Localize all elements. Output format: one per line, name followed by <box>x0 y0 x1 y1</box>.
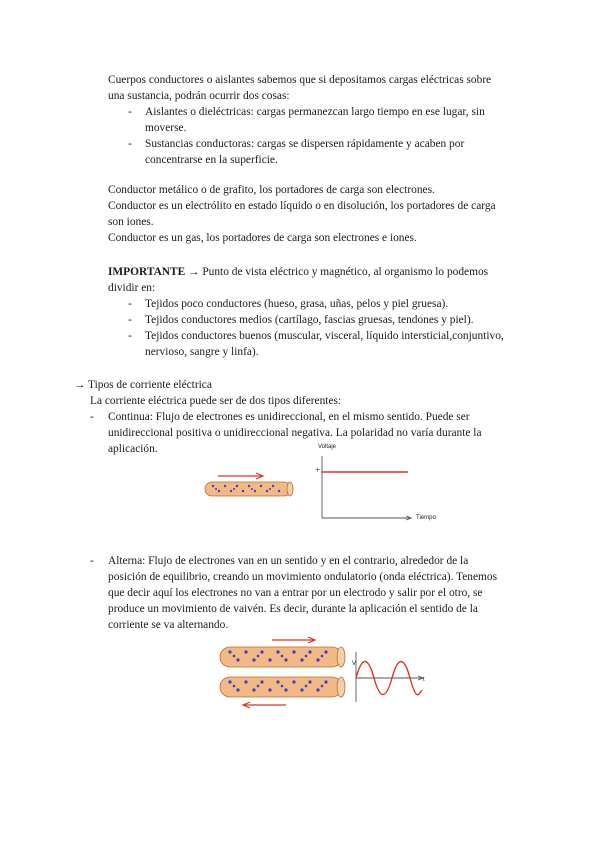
dc-conductor-tube <box>205 482 291 496</box>
dc-ylabel: Voltaje <box>318 444 337 450</box>
intro-bullet-2: Sustancias conductoras: cargas se dispersen rápidamente y acaben por <box>145 138 465 150</box>
bullet-dash: - <box>128 330 132 342</box>
dc-voltage-graph <box>310 446 450 524</box>
continua-line-2: unidireccional positiva o unidireccional negativa. La polaridad no varía durante la <box>108 427 482 439</box>
ac-ylabel: V <box>352 661 357 667</box>
important-line-2: dividir en: <box>108 282 156 294</box>
ac-voltage-graph <box>350 652 432 704</box>
intro-bullet-1: Aislantes o dieléctricas: cargas permanezcan largo tiempo en ese lugar, sin <box>145 106 485 118</box>
important-text: → Punto de vista eléctrico y magnético, al organismo lo podemos <box>185 266 489 278</box>
continua-line-3: aplicación. <box>108 443 158 455</box>
intro-line-2: una sustancia, podrán ocurrir dos cosas: <box>108 90 290 102</box>
tissue-bullet-2: Tejidos conductores medios (cartílago, fascias gruesas, tendones y piel). <box>145 314 474 326</box>
important-line <box>108 264 488 280</box>
alterna-line-1: Alterna: Flujo de electrones van en un sentido y en el contrario, alrededor de la <box>108 555 469 567</box>
ac-tube-bottom-end <box>337 677 345 697</box>
alterna-line-2: posición de equilibrio, creando un movimiento ondulatorio (onda eléctrica). Tenemos <box>108 571 498 583</box>
bullet-dash: - <box>128 106 132 118</box>
ac-conductor-tube-bottom <box>220 677 342 697</box>
tissue-bullet-3: Tejidos conductores buenos (muscular, visceral, líquido intersticial,conjuntivo, <box>145 330 504 342</box>
intro-line-1: Cuerpos conductores o aislantes sabemos que si depositamos cargas eléctricas sobre <box>108 74 492 86</box>
dc-conductor-figure <box>200 470 300 502</box>
carriers-line-4: Conductor es un gas, los portadores de carga son electrones e iones. <box>108 232 417 244</box>
carriers-line-3: son iones. <box>108 216 154 228</box>
carriers-line-2: Conductor es un electrólito en estado líquido o en disolución, los portadores de carga <box>108 200 496 212</box>
types-heading: → Tipos de corriente eléctrica <box>74 379 212 391</box>
bullet-dash: - <box>128 314 132 326</box>
tissue-bullet-3-cont: nervioso, sangre y linfa). <box>145 346 259 358</box>
ac-xlabel: t <box>423 677 425 683</box>
bullet-dash: - <box>128 138 132 150</box>
carriers-line-1: Conductor metálico o de grafito, los portadores de carga son electrones. <box>108 184 435 196</box>
ac-conductor-figure <box>212 633 348 711</box>
continua-line-1: Continua: Flujo de electrones es unidireccional, en el mismo sentido. Puede ser <box>108 411 470 423</box>
types-intro: La corriente eléctrica puede ser de dos tipos diferentes: <box>90 395 342 407</box>
alterna-line-3: que decir aquí los electrones no van a entrar por un electrodo y salir por el otro, se <box>108 587 483 599</box>
bullet-dash: - <box>90 555 94 567</box>
important-label: IMPORTANTE <box>108 266 186 278</box>
ac-tube-top-end <box>337 647 345 667</box>
ac-conductor-tube-top <box>220 647 342 667</box>
intro-bullet-1-cont: moverse. <box>145 122 187 134</box>
bullet-dash: - <box>90 411 94 423</box>
dc-tube-end <box>287 482 293 496</box>
tissue-bullet-1: Tejidos poco conductores (hueso, grasa, uñas, pelos y piel gruesa). <box>145 298 449 310</box>
alterna-line-4: produce un movimiento de vaivén. Es decir, durante la aplicación el sentido de la <box>108 603 478 615</box>
bullet-dash: - <box>128 298 132 310</box>
intro-bullet-2-cont: concentrarse en la superficie. <box>145 154 278 166</box>
dc-xlabel: Tiempo <box>416 515 436 521</box>
dc-plus-label: + <box>315 465 321 475</box>
alterna-line-5: corriente se va alternando. <box>108 619 229 631</box>
